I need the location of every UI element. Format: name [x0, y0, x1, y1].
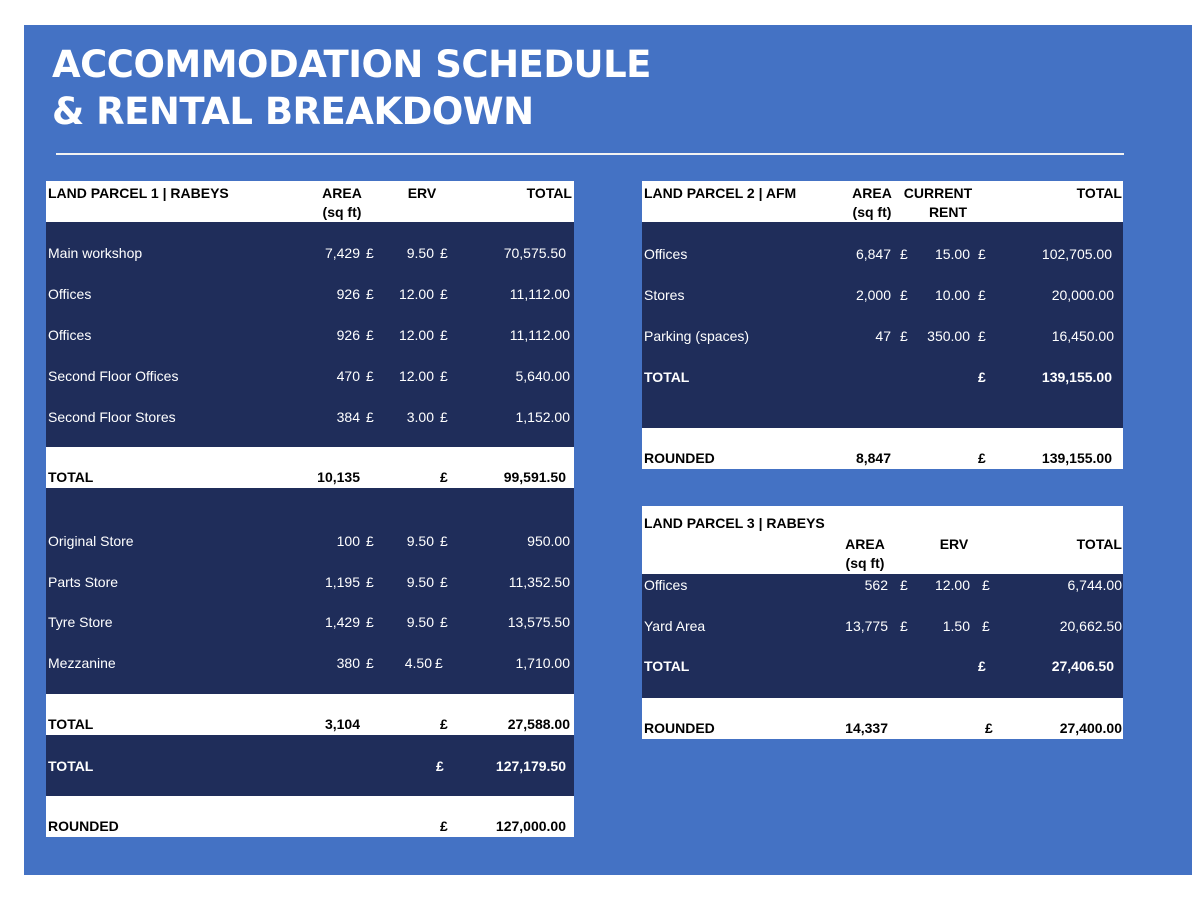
total-label: TOTAL — [644, 369, 690, 385]
row-rate: 350.00 — [927, 328, 970, 344]
rounded-value: 139,155.00 — [1041, 450, 1112, 466]
total-currency: £ — [978, 369, 986, 385]
row-label: Second Floor Offices — [48, 368, 179, 384]
row-rate: 15.00 — [934, 246, 970, 262]
rounded-label: ROUNDED — [644, 720, 715, 736]
row-total: 13,575.50 — [507, 614, 570, 630]
row-currency: £ — [440, 533, 448, 549]
parcel-3-rounded — [642, 698, 1123, 739]
row-currency: £ — [978, 246, 986, 262]
row-currency: £ — [900, 287, 908, 303]
row-label: Offices — [644, 577, 688, 593]
parcel-1-erv-header: ERV — [407, 185, 437, 201]
subtotal-area: 3,104 — [324, 716, 360, 732]
grand-total-label: TOTAL — [48, 758, 94, 774]
row-total: 5,640.00 — [515, 368, 570, 384]
row-total: 11,112.00 — [509, 286, 570, 302]
row-currency: £ — [440, 327, 448, 343]
parcel-2-rent-header-2: RENT — [928, 204, 968, 220]
title-divider — [56, 153, 1124, 155]
row-label: Yard Area — [644, 618, 706, 634]
parcel-2-table — [642, 181, 1123, 469]
row-currency: £ — [435, 655, 443, 671]
table-row — [46, 409, 574, 429]
row-currency: £ — [366, 655, 374, 671]
row-label: Mezzanine — [48, 655, 116, 671]
row-currency: £ — [440, 368, 448, 384]
row-currency: £ — [900, 618, 908, 634]
parcel-1-rounded — [46, 796, 574, 837]
row-currency: £ — [440, 614, 448, 630]
row-total: 6,744.00 — [1067, 577, 1122, 593]
title-line-1: ACCOMMODATION SCHEDULE — [52, 43, 651, 86]
subtotal-currency: £ — [440, 469, 448, 485]
row-label: Parts Store — [48, 574, 119, 590]
parcel-3-table — [642, 506, 1123, 739]
table-row — [46, 574, 574, 594]
table-row — [46, 327, 574, 347]
row-area: 470 — [336, 368, 360, 384]
row-currency: £ — [366, 368, 374, 384]
parcel-3-area-header: AREA — [845, 536, 885, 552]
parcel-2-total-header: TOTAL — [1076, 185, 1122, 201]
row-label: Stores — [644, 287, 685, 303]
table-row — [642, 577, 1123, 597]
row-total: 20,000.00 — [1051, 287, 1114, 303]
row-label: Second Floor Stores — [48, 409, 176, 425]
row-total: 11,112.00 — [509, 327, 570, 343]
row-area: 100 — [336, 533, 360, 549]
subtotal-label: TOTAL — [48, 716, 94, 732]
row-area: 13,775 — [845, 618, 888, 634]
row-label: Offices — [48, 286, 92, 302]
parcel-3-erv-header: ERV — [939, 536, 969, 552]
row-rate: 9.50 — [406, 245, 434, 261]
rounded-area: 14,337 — [845, 720, 888, 736]
parcel-2-rounded — [642, 428, 1123, 469]
row-currency: £ — [440, 286, 448, 302]
table-row — [46, 245, 574, 265]
row-area: 7,429 — [324, 245, 360, 261]
table-row — [46, 655, 574, 675]
row-label: Tyre Store — [48, 614, 113, 630]
parcel-3-area-unit: (sq ft) — [845, 555, 885, 571]
row-currency: £ — [366, 409, 374, 425]
table-row — [46, 614, 574, 634]
subtotal-total: 99,591.50 — [503, 469, 566, 485]
row-area: 926 — [336, 327, 360, 343]
row-rate: 9.50 — [406, 533, 434, 549]
total-value: 139,155.00 — [1041, 369, 1112, 385]
row-area: 384 — [336, 409, 360, 425]
row-rate: 9.50 — [406, 574, 434, 590]
rounded-value: 127,000.00 — [495, 818, 566, 834]
row-currency: £ — [900, 246, 908, 262]
row-total: 102,705.00 — [1041, 246, 1112, 262]
row-currency: £ — [978, 328, 986, 344]
row-rate: 12.00 — [398, 368, 434, 384]
row-total: 11,352.50 — [508, 574, 570, 590]
parcel-1-table — [46, 181, 574, 837]
row-total: 1,710.00 — [515, 655, 570, 671]
row-currency: £ — [440, 574, 448, 590]
row-label: Main workshop — [48, 245, 143, 261]
parcel-2-rent-header-1: CURRENT — [903, 185, 973, 201]
row-total: 16,450.00 — [1051, 328, 1114, 344]
parcel-1-name: LAND PARCEL 1 | RABEYS — [48, 185, 229, 201]
rounded-currency: £ — [440, 818, 448, 834]
rounded-area: 8,847 — [855, 450, 891, 466]
row-total: 70,575.50 — [503, 245, 566, 261]
subtotal-area: 10,135 — [317, 469, 360, 485]
rounded-value: 27,400.00 — [1059, 720, 1122, 736]
row-currency: £ — [366, 286, 374, 302]
parcel-2-total — [642, 369, 1123, 389]
row-rate: 4.50 — [404, 655, 432, 671]
row-area: 1,195 — [324, 574, 360, 590]
row-rate: 3.00 — [406, 409, 434, 425]
parcel-3-header — [642, 506, 1123, 574]
row-rate: 12.00 — [398, 327, 434, 343]
parcel-1-total-header: TOTAL — [526, 185, 572, 201]
parcel-3-total — [642, 658, 1123, 678]
row-currency: £ — [982, 618, 990, 634]
page-title — [52, 41, 651, 135]
row-label: Offices — [48, 327, 92, 343]
total-label: TOTAL — [644, 658, 690, 674]
row-rate: 12.00 — [398, 286, 434, 302]
grand-total-currency: £ — [436, 758, 444, 774]
row-currency: £ — [440, 245, 448, 261]
row-currency: £ — [366, 327, 374, 343]
table-row — [642, 618, 1123, 638]
row-currency: £ — [982, 577, 990, 593]
row-label: Offices — [644, 246, 688, 262]
row-currency: £ — [978, 287, 986, 303]
parcel-1-area-unit: (sq ft) — [322, 204, 362, 220]
parcel-2-name: LAND PARCEL 2 | AFM — [644, 185, 797, 201]
row-currency: £ — [366, 245, 374, 261]
row-total: 950.00 — [527, 533, 570, 549]
rounded-label: ROUNDED — [644, 450, 715, 466]
row-area: 562 — [864, 577, 888, 593]
parcel-2-header — [642, 181, 1123, 222]
row-area: 2,000 — [855, 287, 891, 303]
parcel-3-name: LAND PARCEL 3 | RABEYS — [644, 515, 825, 531]
total-value: 27,406.50 — [1051, 658, 1114, 674]
row-area: 380 — [336, 655, 360, 671]
row-area: 47 — [875, 328, 891, 344]
row-total: 20,662.50 — [1059, 618, 1122, 634]
table-row — [46, 368, 574, 388]
row-label: Parking (spaces) — [644, 328, 750, 344]
row-label: Original Store — [48, 533, 134, 549]
parcel-1-header — [46, 181, 574, 222]
row-rate: 12.00 — [934, 577, 970, 593]
table-row — [46, 533, 574, 553]
rounded-label: ROUNDED — [48, 818, 119, 834]
subtotal-total: 27,588.00 — [507, 716, 570, 732]
row-currency: £ — [366, 574, 374, 590]
total-currency: £ — [978, 658, 986, 674]
title-line-2: & RENTAL BREAKDOWN — [52, 90, 534, 133]
row-area: 6,847 — [855, 246, 891, 262]
row-rate: 9.50 — [406, 614, 434, 630]
row-area: 926 — [336, 286, 360, 302]
rounded-currency: £ — [985, 720, 993, 736]
parcel-2-area-unit: (sq ft) — [852, 204, 892, 220]
grand-total-value: 127,179.50 — [495, 758, 566, 774]
table-row — [46, 286, 574, 306]
parcel-2-area-header: AREA — [852, 185, 892, 201]
row-currency: £ — [900, 577, 908, 593]
row-area: 1,429 — [324, 614, 360, 630]
parcel-1-subtotal-2 — [46, 694, 574, 735]
row-currency: £ — [440, 409, 448, 425]
row-rate: 1.50 — [942, 618, 970, 634]
parcel-3-total-header: TOTAL — [1076, 536, 1122, 552]
row-rate: 10.00 — [934, 287, 970, 303]
parcel-1-grand-total — [46, 735, 574, 796]
subtotal-label: TOTAL — [48, 469, 94, 485]
rounded-currency: £ — [978, 450, 986, 466]
parcel-1-area-header: AREA — [322, 185, 362, 201]
parcel-1-subtotal-1 — [46, 447, 574, 488]
table-row — [642, 287, 1123, 307]
row-total: 1,152.00 — [515, 409, 570, 425]
row-currency: £ — [366, 533, 374, 549]
row-currency: £ — [900, 328, 908, 344]
table-row — [642, 328, 1123, 348]
table-row — [642, 246, 1123, 266]
subtotal-currency: £ — [440, 716, 448, 732]
row-currency: £ — [366, 614, 374, 630]
